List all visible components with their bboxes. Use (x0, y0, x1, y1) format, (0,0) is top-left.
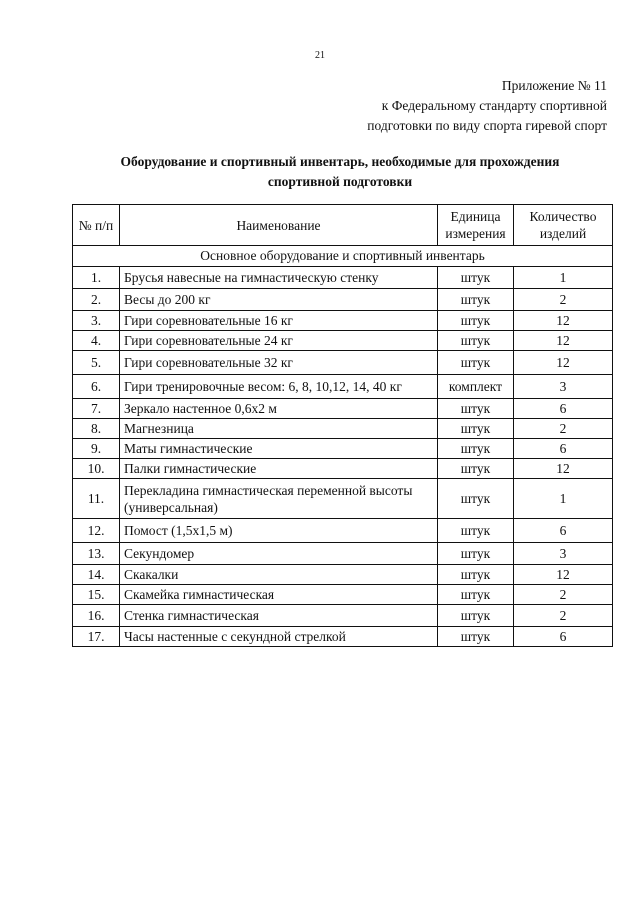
row-number: 13. (73, 543, 120, 565)
row-unit: штук (438, 267, 514, 289)
row-unit: штук (438, 311, 514, 331)
appendix-line-3: подготовки по виду спорта гиревой спорт (367, 118, 607, 133)
header-qty-line-1: Количество (529, 209, 597, 224)
appendix-line-2: к Федеральному стандарту спортивной (381, 98, 607, 113)
row-unit: штук (438, 459, 514, 479)
row-number: 4. (73, 331, 120, 351)
row-unit: штук (438, 399, 514, 419)
row-unit: штук (438, 439, 514, 459)
header-unit (438, 205, 514, 246)
table-row (73, 459, 613, 479)
row-unit: штук (438, 351, 514, 375)
table-row (73, 479, 613, 519)
row-number: 14. (73, 565, 120, 585)
document-title (70, 152, 610, 192)
row-number: 1. (73, 267, 120, 289)
row-quantity: 2 (514, 585, 613, 605)
row-number: 6. (73, 375, 120, 399)
row-number: 11. (73, 479, 120, 519)
header-num: № п/п (73, 205, 120, 246)
row-name: Брусья навесные на гимнастическую стенку (120, 267, 438, 289)
row-number: 2. (73, 289, 120, 311)
row-number: 17. (73, 627, 120, 647)
row-unit: штук (438, 331, 514, 351)
table-row (73, 267, 613, 289)
row-quantity: 2 (514, 289, 613, 311)
table-row (73, 439, 613, 459)
table-row (73, 311, 613, 331)
row-name: Часы настенные с секундной стрелкой (120, 627, 438, 647)
row-name: Стенка гимнастическая (120, 605, 438, 627)
row-unit: штук (438, 543, 514, 565)
row-number: 8. (73, 419, 120, 439)
row-quantity: 12 (514, 565, 613, 585)
row-quantity: 2 (514, 605, 613, 627)
appendix-note (367, 76, 607, 136)
header-unit-line-2: измерения (445, 226, 506, 241)
row-unit: штук (438, 605, 514, 627)
row-name: Скамейка гимнастическая (120, 585, 438, 605)
row-quantity: 12 (514, 331, 613, 351)
table-row (73, 331, 613, 351)
row-quantity: 1 (514, 267, 613, 289)
table-row (73, 289, 613, 311)
section-title: Основное оборудование и спортивный инвентарь (73, 246, 613, 267)
table-row (73, 543, 613, 565)
table-row (73, 605, 613, 627)
row-unit: комплект (438, 375, 514, 399)
table-row (73, 375, 613, 399)
row-name: Гири соревновательные 24 кг (120, 331, 438, 351)
row-number: 5. (73, 351, 120, 375)
section-row (73, 246, 613, 267)
row-unit: штук (438, 479, 514, 519)
row-unit: штук (438, 519, 514, 543)
table-row (73, 351, 613, 375)
row-quantity: 12 (514, 459, 613, 479)
row-number: 12. (73, 519, 120, 543)
header-unit-line-1: Единица (450, 209, 501, 224)
row-name: Палки гимнастические (120, 459, 438, 479)
row-unit: штук (438, 627, 514, 647)
row-quantity: 3 (514, 543, 613, 565)
row-name: Скакалки (120, 565, 438, 585)
row-unit: штук (438, 565, 514, 585)
row-number: 9. (73, 439, 120, 459)
table-row (73, 419, 613, 439)
header-qty (514, 205, 613, 246)
row-unit: штук (438, 585, 514, 605)
row-quantity: 3 (514, 375, 613, 399)
header-name: Наименование (120, 205, 438, 246)
row-quantity: 2 (514, 419, 613, 439)
row-quantity: 12 (514, 351, 613, 375)
row-quantity: 1 (514, 479, 613, 519)
row-quantity: 6 (514, 519, 613, 543)
table-row (73, 519, 613, 543)
row-unit: штук (438, 289, 514, 311)
row-number: 10. (73, 459, 120, 479)
row-name: Гири тренировочные весом: 6, 8, 10,12, 14, 40 кг (120, 375, 438, 399)
table-row (73, 585, 613, 605)
row-quantity: 6 (514, 627, 613, 647)
row-name: Секундомер (120, 543, 438, 565)
appendix-line-1: Приложение № 11 (501, 78, 607, 93)
header-qty-line-2: изделий (539, 226, 587, 241)
table-row (73, 565, 613, 585)
row-name: Магнезница (120, 419, 438, 439)
row-name: Гири соревновательные 32 кг (120, 351, 438, 375)
table-row (73, 627, 613, 647)
row-number: 15. (73, 585, 120, 605)
row-quantity: 6 (514, 439, 613, 459)
row-quantity: 6 (514, 399, 613, 419)
table-header-row (73, 205, 613, 246)
table-row (73, 399, 613, 419)
row-unit: штук (438, 419, 514, 439)
row-name: Весы до 200 кг (120, 289, 438, 311)
row-name: Перекладина гимнастическая переменной высоты (универсальная) (120, 479, 438, 519)
title-line-2: спортивной подготовки (267, 174, 413, 189)
row-name: Зеркало настенное 0,6х2 м (120, 399, 438, 419)
row-number: 3. (73, 311, 120, 331)
page-number: 21 (315, 50, 325, 61)
title-line-1: Оборудование и спортивный инвентарь, необходимые для прохождения (120, 154, 560, 169)
row-quantity: 12 (514, 311, 613, 331)
row-name: Маты гимнастические (120, 439, 438, 459)
row-number: 16. (73, 605, 120, 627)
row-number: 7. (73, 399, 120, 419)
row-name: Помост (1,5х1,5 м) (120, 519, 438, 543)
equipment-table (72, 204, 613, 647)
row-name: Гири соревновательные 16 кг (120, 311, 438, 331)
